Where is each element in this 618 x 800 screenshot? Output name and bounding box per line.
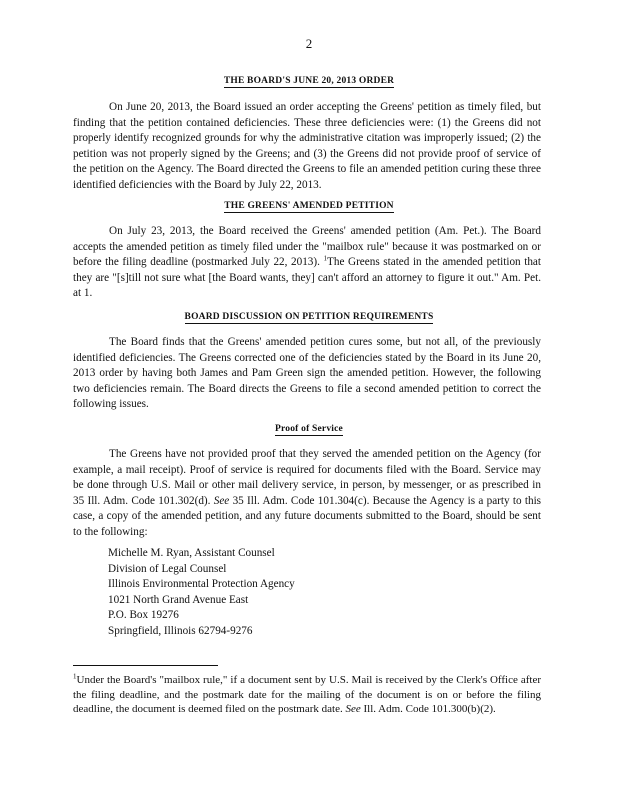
subsection-heading-proof-of-service: Proof of Service <box>275 424 343 434</box>
section-heading-order: THE BOARD'S JUNE 20, 2013 ORDER <box>223 76 395 86</box>
section-heading-board-discussion: BOARD DISCUSSION ON PETITION REQUIREMENTS <box>184 312 434 322</box>
page-number: 2 <box>305 36 313 51</box>
paragraph-board-discussion: The Board finds that the Greens' amended petition cures some, but not all, of the previously identified deficiencies. The Greens corrected one of the deficiencies stated by the Board in its June 20, 2013 order by having both James and Pam Green sign the amended petition. However, the following two deficiencies remain. The Board directs the Greens to file a second amended petition to correct the following issues. <box>73 336 541 411</box>
address-line: Division of Legal Counsel <box>108 562 227 575</box>
address-line: Michelle M. Ryan, Assistant Counsel <box>108 547 275 559</box>
address-line: Springfield, Illinois 62794-9276 <box>108 624 253 637</box>
paragraph-amended-petition: On July 23, 2013, the Board received the Greens' amended petition (Am. Pet.). The Board accepts the amended petition as timely filed under the "mailbox rule" because it was postmarked on or before the filing deadline (postmarked July 22, 2013). $^1$The Greens stated in the amended petition that they are "[s]till not sure what [the Board wants, they] can't afford an attorney to figure it out." Am. Pet. at 1. <box>73 225 541 300</box>
address-line: 1021 North Grand Avenue East <box>108 593 249 606</box>
paragraph-proof-of-service: The Greens have not provided proof that they served the amended petition on the Agency (for example, a mail receipt). Proof of service is required for documents filed with the Board. Service may be done through U.S. Mail or other mail delivery service, in person, by messenger, or as prescribed in 35 Ill. Adm. Code 101.302(d). See 35 Ill. Adm. Code 101.304(c). Because the Agency is a party to this case, a copy of the amended petition, and any future documents submitted to the Board, should be sent to the following: <box>73 448 542 538</box>
address-line: P.O. Box 19276 <box>108 609 179 622</box>
section-heading-amended-petition: THE GREENS' AMENDED PETITION <box>224 201 394 211</box>
footnote-divider <box>73 665 218 666</box>
address-line: Illinois Environmental Protection Agency <box>108 578 295 591</box>
footnote-number: 1 <box>73 672 77 681</box>
paragraph-june-order: On June 20, 2013, the Board issued an order accepting the Greens' petition as timely filed, but finding that the petition contained deficiencies. These three deficiencies were: (1) the Greens did not properly identify recognized grounds for why the administrative citation was improperly issued; (2) the petition was not properly signed by the Greens; and (3) the Greens did not provide proof of service of the petition on the Agency. The Board directed the Greens to file an amended petition curing these three identified deficiencies with the Board by July 22, 2013. <box>73 101 541 191</box>
footnote-marker: 1 <box>323 254 328 263</box>
footnote: $^1$Under the Board's "mailbox rule," if a document sent by U.S. Mail is received by the Clerk's Office after the filing deadline, and the postmark date for the mailing of the document is on or before the filing deadline, the document is deemed filed on the postmark date. See Ill. Adm. Code 101.300(b)(2). <box>73 672 541 716</box>
agency-address-block <box>108 546 295 640</box>
